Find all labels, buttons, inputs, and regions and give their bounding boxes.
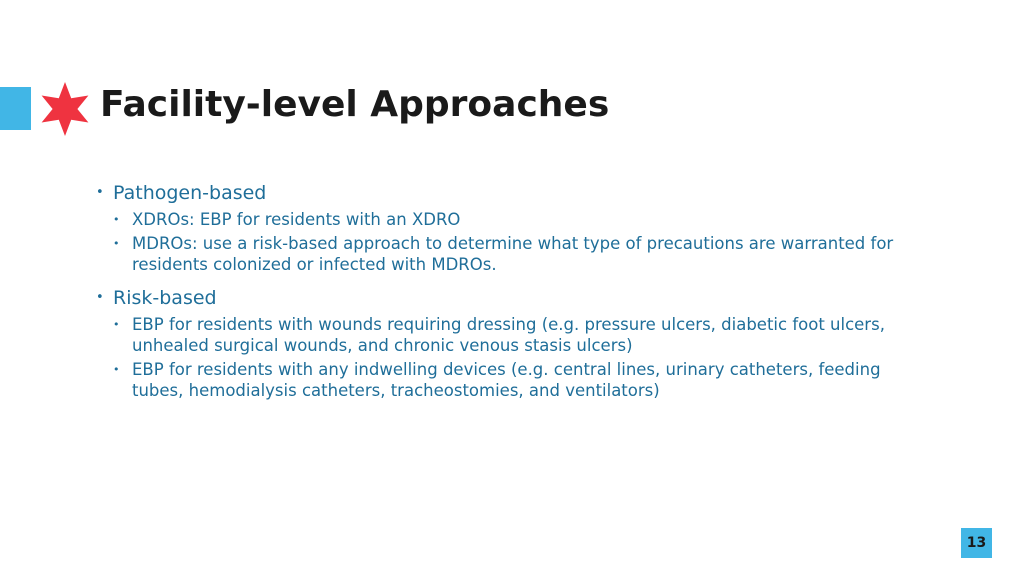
sub-bullet-item <box>113 314 916 356</box>
star-shape <box>42 82 89 136</box>
sub-bullet-text: EBP for residents with wounds requiring dressing (e.g. pressure ulcers, diabetic foot ulcers, unhealed surgical wounds, and chronic venous stasis ulcers) <box>132 315 885 355</box>
bullet-list <box>96 180 916 401</box>
bullet-marker: • <box>96 185 104 200</box>
slide-title: Facility-level Approaches <box>100 84 610 125</box>
title-accent-bar <box>0 87 31 130</box>
sub-bullet-text: EBP for residents with any indwelling devices (e.g. central lines, urinary catheters, feeding tubes, hemodialysis catheters, tracheostomies, and ventilators) <box>132 360 881 400</box>
sub-bullet-marker: • <box>113 363 120 376</box>
star-icon <box>39 81 91 137</box>
sub-bullet-item <box>113 233 916 275</box>
sub-bullet-marker: • <box>113 213 120 226</box>
sub-bullet-item <box>113 359 916 401</box>
sub-bullet-text: XDROs: EBP for residents with an XDRO <box>132 210 461 229</box>
page-number: 13 <box>961 528 992 558</box>
bullet-item <box>96 180 916 206</box>
bullet-marker: • <box>96 290 104 305</box>
sub-bullet-marker: • <box>113 318 120 331</box>
bullet-text: Risk-based <box>113 287 217 309</box>
bullet-text: Pathogen-based <box>113 182 267 204</box>
sub-bullet-text: MDROs: use a risk-based approach to determine what type of precautions are warranted for residents colonized or infected with MDROs. <box>132 234 894 274</box>
sub-bullet-marker: • <box>113 237 120 250</box>
sub-bullet-item <box>113 209 916 230</box>
bullet-item <box>96 285 916 311</box>
